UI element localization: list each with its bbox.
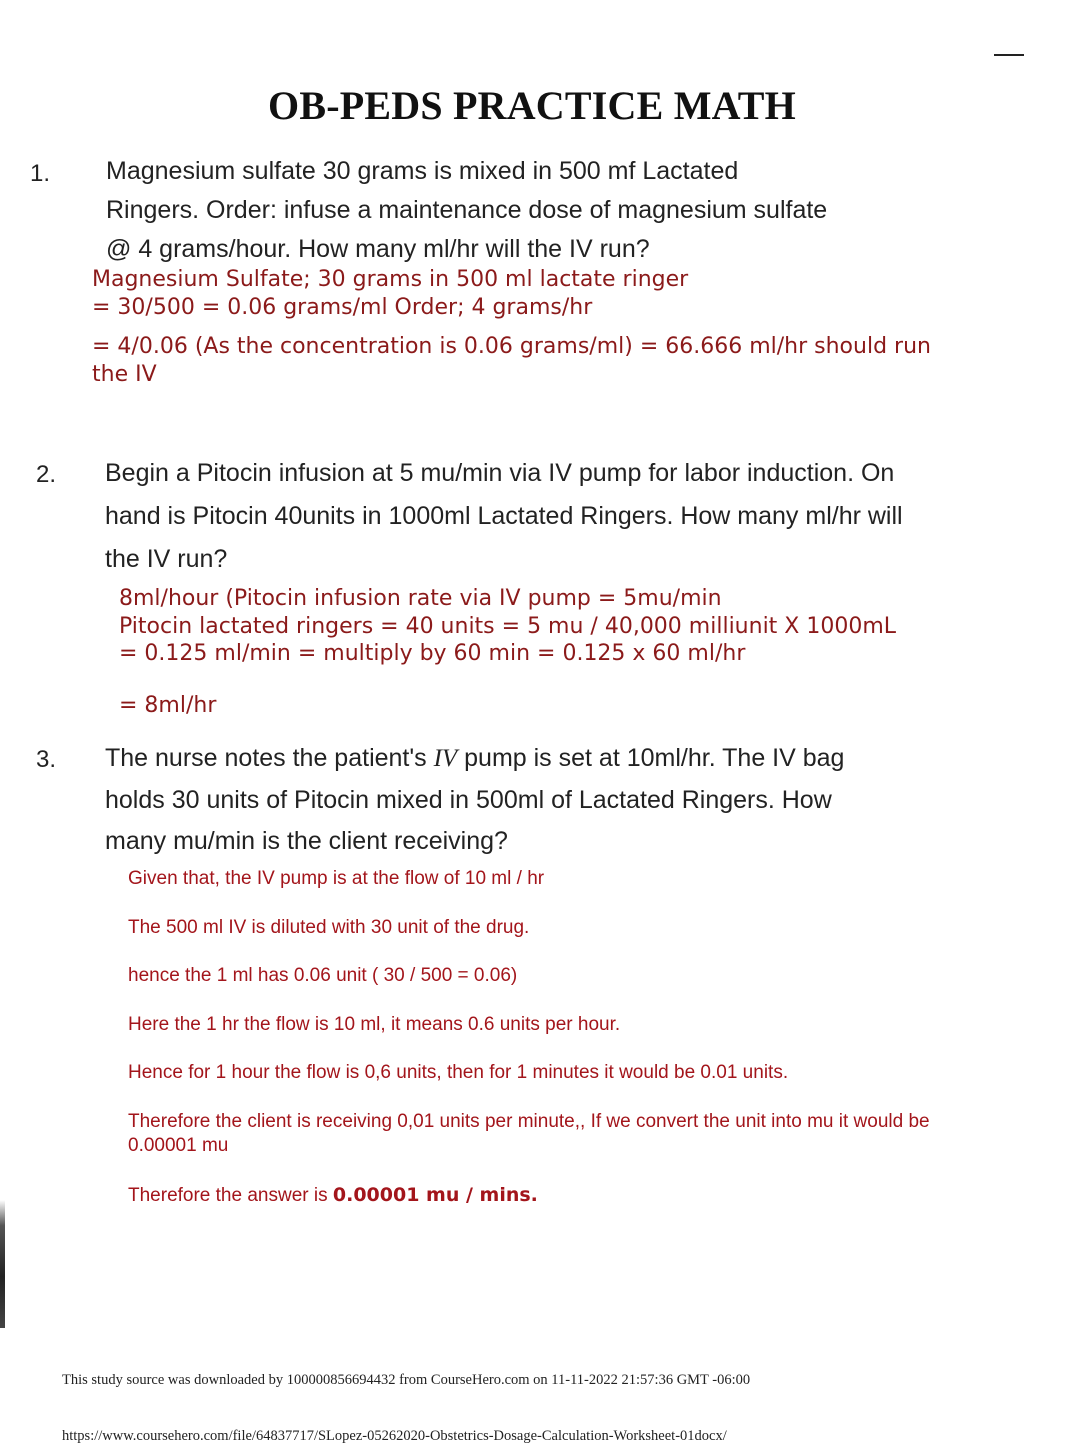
answer-2-line: 8ml/hour (Pitocin infusion rate via IV pump = 5mu/min — [119, 586, 722, 611]
answer-2-block — [119, 585, 896, 719]
answer-3-line: The 500 ml IV is diluted with 30 unit of the drug. — [128, 916, 530, 938]
answer-2-line: = 8ml/hr — [119, 692, 217, 718]
answer-3-line: Here the 1 hr the flow is 10 ml, it means 0.6 units per hour. — [128, 1013, 621, 1035]
iv-italic-word: IV — [433, 745, 458, 772]
scan-edge-mark — [0, 1200, 5, 1328]
answer-2-line: Pitocin lactated ringers = 40 units = 5 mu / 40,000 milliunit X 1000mL — [119, 613, 897, 639]
question-3-text — [105, 738, 844, 863]
answer-1-line: = 4/0.06 (As the concentration is 0.06 grams/ml) = 66.666 ml/hr should run — [92, 334, 931, 359]
answer-3-line: 0.00001 mu — [128, 1135, 229, 1156]
answer-3-line: Given that, the IV pump is at the flow of 10 ml / hr — [128, 868, 545, 889]
answer-1-line: the IV — [92, 362, 157, 387]
question-1-text — [106, 152, 827, 269]
question-2-line: the IV run? — [105, 545, 228, 573]
answer-3-line: Therefore the client is receiving 0,01 units per minute,, If we convert the unit into mu it would be — [128, 1110, 930, 1132]
question-2-number: 2. — [36, 461, 57, 488]
question-2-line: hand is Pitocin 40units in 1000ml Lactated Ringers. How many ml/hr will — [105, 502, 903, 530]
question-3-number: 3. — [36, 746, 57, 773]
corner-dash-mark — [994, 54, 1024, 56]
question-1-line: Magnesium sulfate 30 grams is mixed in 500 mf Lactated — [106, 157, 739, 185]
question-1-number: 1. — [30, 160, 51, 187]
answer-1-block — [92, 266, 931, 389]
final-answer-value: 0.00001 mu / mins. — [332, 1183, 538, 1206]
question-3-line: many mu/min is the client receiving? — [105, 827, 508, 855]
question-2-text — [105, 452, 903, 581]
page-title: OB-PEDS PRACTICE MATH — [268, 83, 796, 128]
question-1-line: @ 4 grams/hour. How many ml/hr will the IV run? — [106, 235, 650, 263]
question-2-line: Begin a Pitocin infusion at 5 mu/min via IV pump for labor induction. On — [105, 459, 895, 487]
answer-3-final: Therefore the answer is 0.00001 mu / mins. — [128, 1183, 538, 1206]
question-3-line: The nurse notes the patient's IV pump is set at 10ml/hr. The IV bag — [105, 744, 845, 772]
answer-3-line: hence the 1 ml has 0.06 unit ( 30 / 500 = 0.06) — [128, 965, 518, 986]
footer-source-text: This study source was downloaded by 100000856694432 from CourseHero.com on 11-11-2022 21:57:36 GMT -06:00 — [62, 1372, 751, 1388]
question-1-line: Ringers. Order: infuse a maintenance dose of magnesium sulfate — [106, 196, 828, 224]
answer-3-line: Hence for 1 hour the flow is 0,6 units, then for 1 minutes it would be 0.01 units. — [128, 1062, 789, 1083]
answer-1-line: Magnesium Sulfate; 30 grams in 500 ml lactate ringer — [92, 267, 689, 292]
footer-url-link[interactable]: https://www.coursehero.com/file/64837717/SLopez-05262020-Obstetrics-Dosage-Calculation-Worksheet-01docx/ — [62, 1428, 727, 1444]
answer-1-line: = 30/500 = 0.06 grams/ml Order; 4 grams/hr — [92, 295, 593, 320]
question-3-line: holds 30 units of Pitocin mixed in 500ml of Lactated Ringers. How — [105, 785, 832, 814]
answer-3-block — [128, 867, 930, 1208]
answer-2-line: = 0.125 ml/min = multiply by 60 min = 0.125 x 60 ml/hr — [119, 641, 746, 666]
